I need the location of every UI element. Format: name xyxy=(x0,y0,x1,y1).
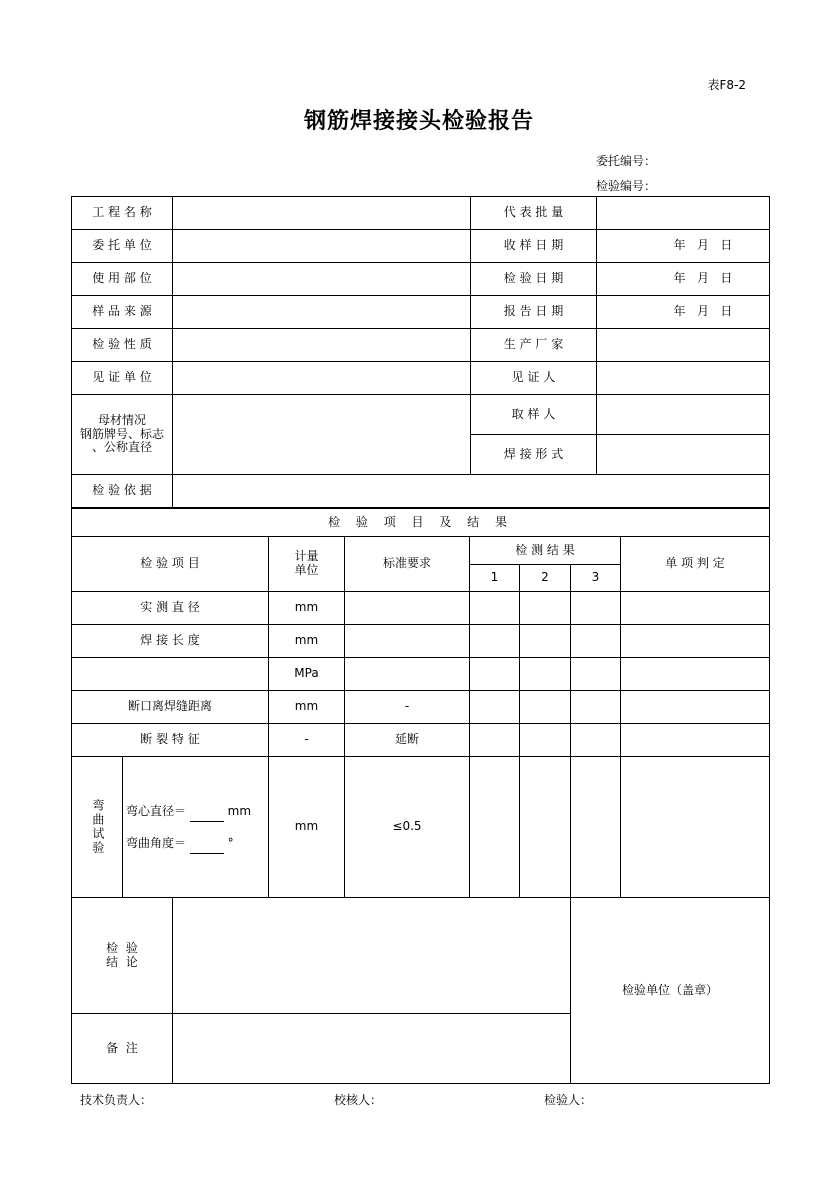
report-date-label: 报 告 日 期 xyxy=(471,296,597,329)
basis-field[interactable] xyxy=(173,475,770,508)
report-date-field[interactable] xyxy=(597,296,770,329)
inspect-date-placeholder: 年 月 日 xyxy=(673,271,733,286)
row-unit: MPa xyxy=(269,658,345,691)
receive-date-placeholder: 年 月 日 xyxy=(673,238,733,253)
col-unit-line1: 计量 xyxy=(294,549,319,564)
bend-test-label xyxy=(72,757,123,898)
row-judgement[interactable] xyxy=(621,724,770,757)
project-name-label: 工 程 名 称 xyxy=(72,197,173,230)
row-result-2[interactable] xyxy=(520,691,571,724)
receive-date-label: 收 样 日 期 xyxy=(471,230,597,263)
col-unit-line2: 单位 xyxy=(294,563,319,577)
bend-angle-label: 弯曲角度＝ xyxy=(126,836,187,850)
bend-unit: mm xyxy=(269,757,345,898)
bend-angle-field[interactable] xyxy=(190,841,224,854)
base-material-label xyxy=(72,395,173,475)
table-row xyxy=(72,658,770,691)
col-standard-header: 标准要求 xyxy=(345,537,470,592)
conclusion-field[interactable] xyxy=(173,898,571,1014)
row-item: 断口离焊缝距离 xyxy=(72,691,269,724)
bend-standard: ≤0.5 xyxy=(345,757,470,898)
row-judgement[interactable] xyxy=(621,592,770,625)
tech-lead-label: 技术负责人： xyxy=(80,1093,153,1107)
row-item: 实 测 直 径 xyxy=(72,592,269,625)
batch-field[interactable] xyxy=(597,197,770,230)
row-item: 焊 接 长 度 xyxy=(72,625,269,658)
bend-test-row xyxy=(72,757,770,898)
client-field[interactable] xyxy=(173,230,471,263)
row-result-3[interactable] xyxy=(571,691,621,724)
row-standard[interactable]: 延断 xyxy=(345,724,470,757)
use-part-field[interactable] xyxy=(173,263,471,296)
row-judgement[interactable] xyxy=(621,658,770,691)
conclusion-label xyxy=(72,898,173,1014)
weld-type-label: 焊 接 形 式 xyxy=(471,435,597,475)
table-row xyxy=(72,724,770,757)
row-item[interactable] xyxy=(72,658,269,691)
row-unit: - xyxy=(269,724,345,757)
row-result-3[interactable] xyxy=(571,592,621,625)
source-field[interactable] xyxy=(173,296,471,329)
conclusion-table xyxy=(71,897,770,1084)
table-row xyxy=(72,691,770,724)
row-result-1[interactable] xyxy=(470,625,520,658)
row-unit: mm xyxy=(269,592,345,625)
sampler-label: 取 样 人 xyxy=(471,395,597,435)
bend-diameter-field[interactable] xyxy=(190,809,224,822)
checker-label: 校核人： xyxy=(334,1093,383,1107)
inspection-number-label: 检验编号： xyxy=(596,179,657,193)
inspect-date-field[interactable] xyxy=(597,263,770,296)
form-code: 表F8-2 xyxy=(707,78,746,92)
row-unit: mm xyxy=(269,625,345,658)
col-result-header: 检 测 结 果 xyxy=(470,537,621,565)
col-judgement-header: 单 项 判 定 xyxy=(621,537,770,592)
row-result-3[interactable] xyxy=(571,625,621,658)
basis-label: 检 验 依 据 xyxy=(72,475,173,508)
sampler-field[interactable] xyxy=(597,395,770,435)
nature-field[interactable] xyxy=(173,329,471,362)
manufacturer-label: 生 产 厂 家 xyxy=(471,329,597,362)
row-standard[interactable]: - xyxy=(345,691,470,724)
remark-label: 备 注 xyxy=(72,1014,173,1084)
bend-test-label-text: 弯曲试验 xyxy=(90,799,105,855)
row-standard[interactable] xyxy=(345,625,470,658)
col-result-3: 3 xyxy=(571,565,621,592)
conclusion-label-line2: 结 论 xyxy=(106,954,138,969)
project-name-field[interactable] xyxy=(173,197,471,230)
bend-angle-unit: ° xyxy=(227,836,234,850)
use-part-label: 使 用 部 位 xyxy=(72,263,173,296)
col-item-header: 检 验 项 目 xyxy=(72,537,269,592)
table-row xyxy=(72,592,770,625)
col-unit-header xyxy=(269,537,345,592)
commission-number-label: 委托编号： xyxy=(596,154,657,168)
witness-field[interactable] xyxy=(597,362,770,395)
col-result-1: 1 xyxy=(470,565,520,592)
row-result-2[interactable] xyxy=(520,658,571,691)
row-standard[interactable] xyxy=(345,658,470,691)
row-result-1[interactable] xyxy=(470,724,520,757)
witness-label: 见 证 人 xyxy=(471,362,597,395)
weld-type-field[interactable] xyxy=(597,435,770,475)
base-material-line2: 钢筋牌号、标志 xyxy=(79,426,164,441)
bend-result-2[interactable] xyxy=(520,757,571,898)
row-result-2[interactable] xyxy=(520,592,571,625)
table-row xyxy=(72,625,770,658)
bend-test-params xyxy=(123,757,269,898)
base-material-line3: 、公称直径 xyxy=(91,440,152,455)
remark-field[interactable] xyxy=(173,1014,571,1084)
row-standard[interactable] xyxy=(345,592,470,625)
base-material-line1: 母材情况 xyxy=(97,412,146,427)
row-result-1[interactable] xyxy=(470,592,520,625)
witness-unit-label: 见 证 单 位 xyxy=(72,362,173,395)
bend-diameter-unit: mm xyxy=(227,804,252,818)
source-label: 样 品 来 源 xyxy=(72,296,173,329)
results-section-title: 检 验 项 目 及 结 果 xyxy=(72,509,770,537)
batch-label: 代 表 批 量 xyxy=(471,197,597,230)
row-item: 断 裂 特 征 xyxy=(72,724,269,757)
col-result-2: 2 xyxy=(520,565,571,592)
results-table xyxy=(71,508,770,898)
row-result-1[interactable] xyxy=(470,691,520,724)
inspector-label: 检验人： xyxy=(544,1093,593,1107)
row-result-2[interactable] xyxy=(520,625,571,658)
report-title: 钢筋焊接接头检验报告 xyxy=(303,109,534,134)
row-unit: mm xyxy=(269,691,345,724)
bend-result-1[interactable] xyxy=(470,757,520,898)
row-result-3[interactable] xyxy=(571,658,621,691)
row-judgement[interactable] xyxy=(621,625,770,658)
manufacturer-field[interactable] xyxy=(597,329,770,362)
row-judgement[interactable] xyxy=(621,691,770,724)
bend-diameter-line xyxy=(126,800,268,822)
bend-judgement[interactable] xyxy=(621,757,770,898)
bend-diameter-label: 弯心直径＝ xyxy=(126,804,187,818)
base-material-field[interactable] xyxy=(173,395,471,475)
stamp-label: 检验单位（盖章） xyxy=(621,982,718,997)
row-result-2[interactable] xyxy=(520,724,571,757)
info-table xyxy=(71,196,770,508)
witness-unit-field[interactable] xyxy=(173,362,471,395)
client-label: 委 托 单 位 xyxy=(72,230,173,263)
stamp-area xyxy=(571,898,770,1084)
nature-label: 检 验 性 质 xyxy=(72,329,173,362)
row-result-3[interactable] xyxy=(571,724,621,757)
inspect-date-label: 检 验 日 期 xyxy=(471,263,597,296)
receive-date-field[interactable] xyxy=(597,230,770,263)
bend-angle-line xyxy=(126,832,268,854)
conclusion-label-line1: 检 验 xyxy=(106,940,138,955)
bend-result-3[interactable] xyxy=(571,757,621,898)
report-date-placeholder: 年 月 日 xyxy=(673,304,733,319)
row-result-1[interactable] xyxy=(470,658,520,691)
